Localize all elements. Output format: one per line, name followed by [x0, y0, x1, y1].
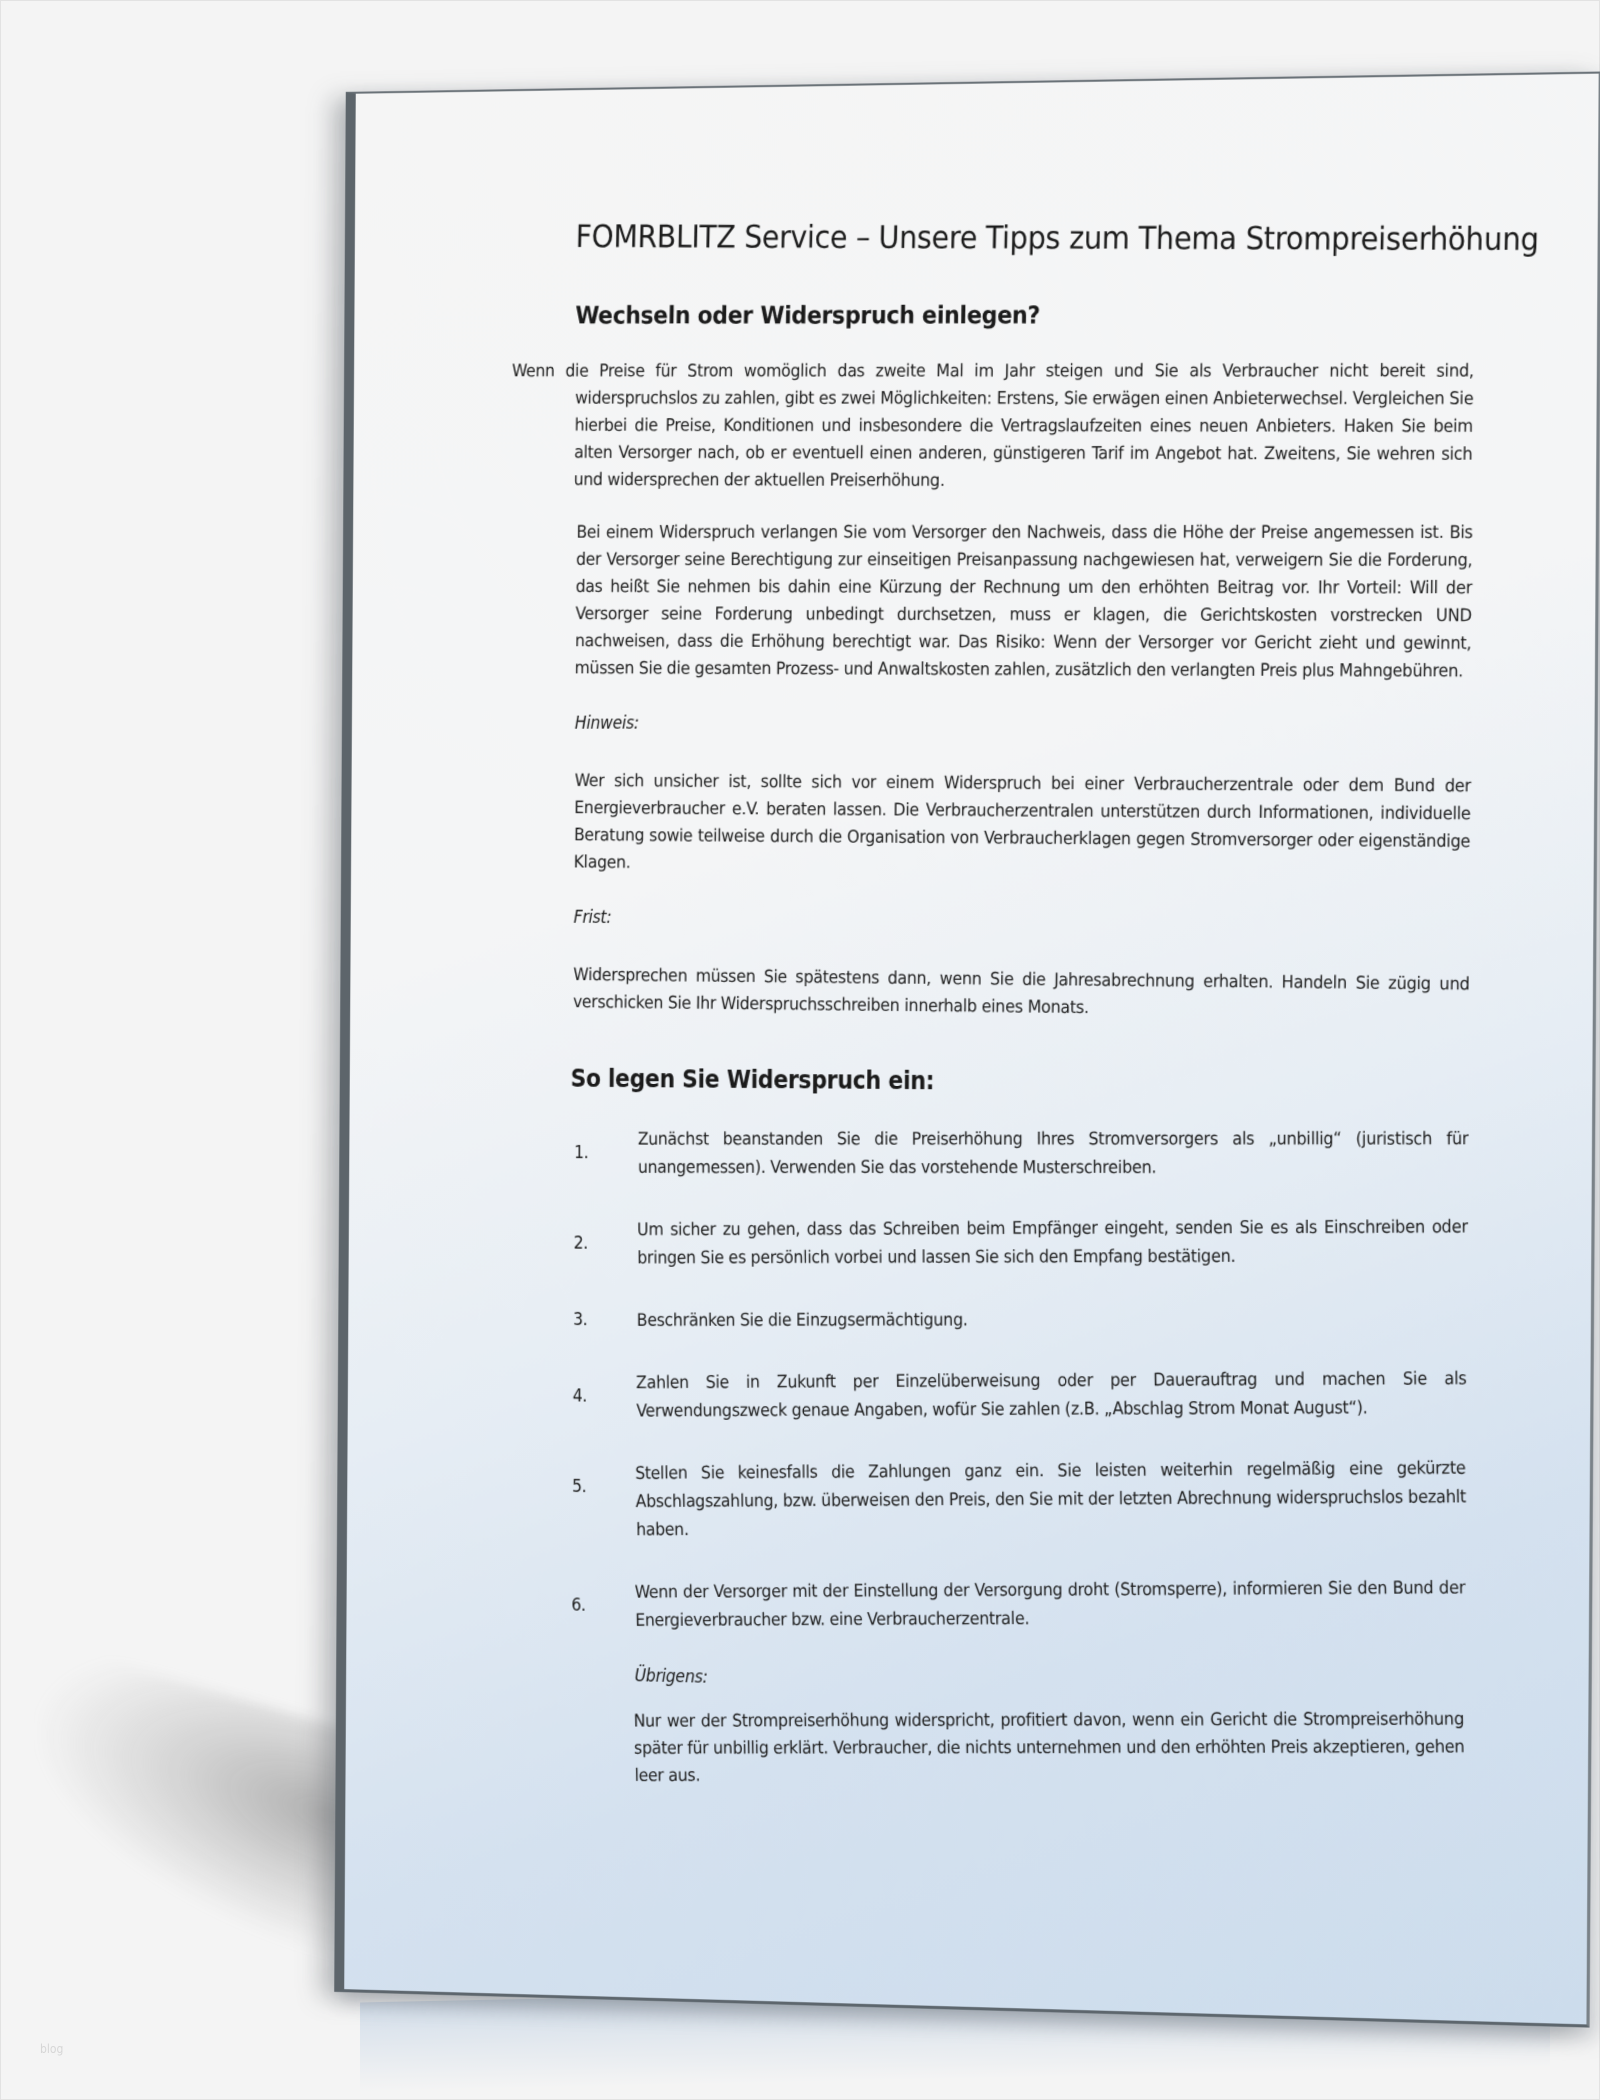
list-text: Zahlen Sie in Zukunft per Einzelüberweisung oder per Dauerauftrag und machen Sie als Verwendungszweck genaue Angaben, wofür Sie zahlen (z.B. „Abschlag Strom Monat August“).	[636, 1368, 1467, 1422]
watermark-text: blog	[40, 2042, 64, 2056]
list-item	[572, 1125, 1469, 1190]
widerspruch-paragraph: Bei einem Widerspruch verlangen Sie vom Versorger den Nachweis, dass die Höhe der Preise angemessen ist. Bis der Versorger seine Berechtigung zur einseitigen Preisanpassung nachgewiesen hat, verweigern Sie die Forderung, das heißt Sie nehmen bis dahin eine Kürzung der Rechnung um den erhöhten Beitrag vor. Ihr Vorteil: Will der Versorger seine Forderung unbedingt durchsetzen, muss er klagen, die Gerichtskosten vorstrecken UND nachweisen, dass die Erhöhung berechtigt war. Das Risiko: Wenn der Versorger vor Gericht zieht und gewinnt, müssen Sie die gesamten Prozess- und Anwaltskosten zahlen, zusätzlich den verlangten Preis plus Mahngebühren.	[574, 522, 1473, 682]
document-title: FOMRBLITZ Service – Unsere Tipps zum Thema Strompreiserhöhung	[575, 218, 1540, 259]
list-text: Zunächst beanstanden Sie die Preiserhöhung Ihres Stromversorgers als „unbillig“ (juristisch für unangemessen). Verwenden Sie das vorstehende Musterschreiben.	[637, 1128, 1469, 1179]
note-block	[568, 1662, 1465, 1810]
list-number: 1.	[574, 1142, 589, 1164]
list-item	[571, 1306, 1467, 1346]
note-paragraph: Nur wer der Strompreiserhöhung widerspricht, profitiert davon, wenn ein Gericht die Strompreiserhöhung später für unbillig erklärt. Verbraucher, die nichts unternehmen und den erhöhten Preis akzeptieren, gehen leer aus.	[633, 1709, 1465, 1786]
list-number: 3.	[573, 1309, 588, 1331]
list-text: Beschränken Sie die Einzugsermächtigung.	[636, 1310, 968, 1331]
deadline-label: Frist:	[573, 907, 612, 928]
list-number: 2.	[573, 1233, 589, 1254]
document-content	[511, 207, 1540, 1838]
note-label: Übrigens:	[634, 1666, 708, 1688]
hint-label: Hinweis:	[574, 713, 640, 734]
section-heading-wechseln: Wechseln oder Widerspruch einlegen?	[575, 300, 1041, 330]
steps-list	[569, 1125, 1468, 1652]
list-item	[569, 1577, 1466, 1651]
list-item	[570, 1368, 1467, 1438]
list-number: 6.	[571, 1595, 586, 1616]
page-cast-shadow	[40, 1641, 380, 1968]
list-item	[571, 1215, 1468, 1282]
document-preview	[334, 72, 1600, 2028]
list-number: 4.	[572, 1386, 588, 1407]
list-text: Wenn der Versorger mit der Einstellung der Versorgung droht (Stromsperre), informieren Sie den Bund der Energieverbraucher bzw. eine Verbraucherzentrale.	[634, 1577, 1466, 1631]
list-text: Stellen Sie keinesfalls die Zahlungen ganz ein. Sie leisten weiterhin regelmäßig eine gekürzte Abschlagszahlung, bzw. überweisen den Preis, den Sie mit der letzten Abrechnung widerspruchslos bezahlt haben.	[635, 1458, 1467, 1541]
list-number: 5.	[572, 1476, 587, 1498]
section-heading-widerspruch: So legen Sie Widerspruch ein:	[570, 1064, 935, 1096]
hint-paragraph: Wer sich unsicher ist, sollte sich vor einem Widerspruch bei einer Verbraucherzentrale oder dem Bund der Energieverbraucher e.V. beraten lassen. Die Verbraucherzentralen unterstützen durch Informationen, individuelle Beratung sowie teilweise durch die Organisation von Verbraucherklagen gegen Stromversorger oder eigenständige Klagen.	[573, 770, 1472, 873]
list-text: Um sicher zu gehen, dass das Schreiben beim Empfänger eingeht, senden Sie es als Einschreiben oder bringen Sie es persönlich vorbei und lassen Sie sich den Empfang bestätigen.	[637, 1217, 1468, 1269]
list-item	[570, 1459, 1467, 1559]
document-page	[334, 72, 1600, 2028]
deadline-paragraph: Widersprechen müssen Sie spätestens dann, wenn Sie die Jahresabrechnung erhalten. Handeln Sie zügig und verschicken Sie Ihr Widerspruchsschreiben innerhalb eines Monats.	[572, 964, 1470, 1019]
intro-paragraph: Wenn die Preise für Strom womöglich das zweite Mal im Jahr steigen und Sie als Verbraucher nicht bereit sind, widerspruchslos zu zahlen, gibt es zwei Möglichkeiten: Erstens, Sie erwägen einen Anbieterwechsel. Vergleichen Sie hierbei die Preise, Konditionen und insbesondere die Vertragslaufzeiten eines neuen Anbieters. Haken Sie beim alten Versorger nach, ob er eventuell einen anderen, günstigeren Tarif im Angebot hat. Zweitens, Sie wehren sich und widersprechen der aktuellen Preiserhöhung.	[511, 361, 1475, 492]
